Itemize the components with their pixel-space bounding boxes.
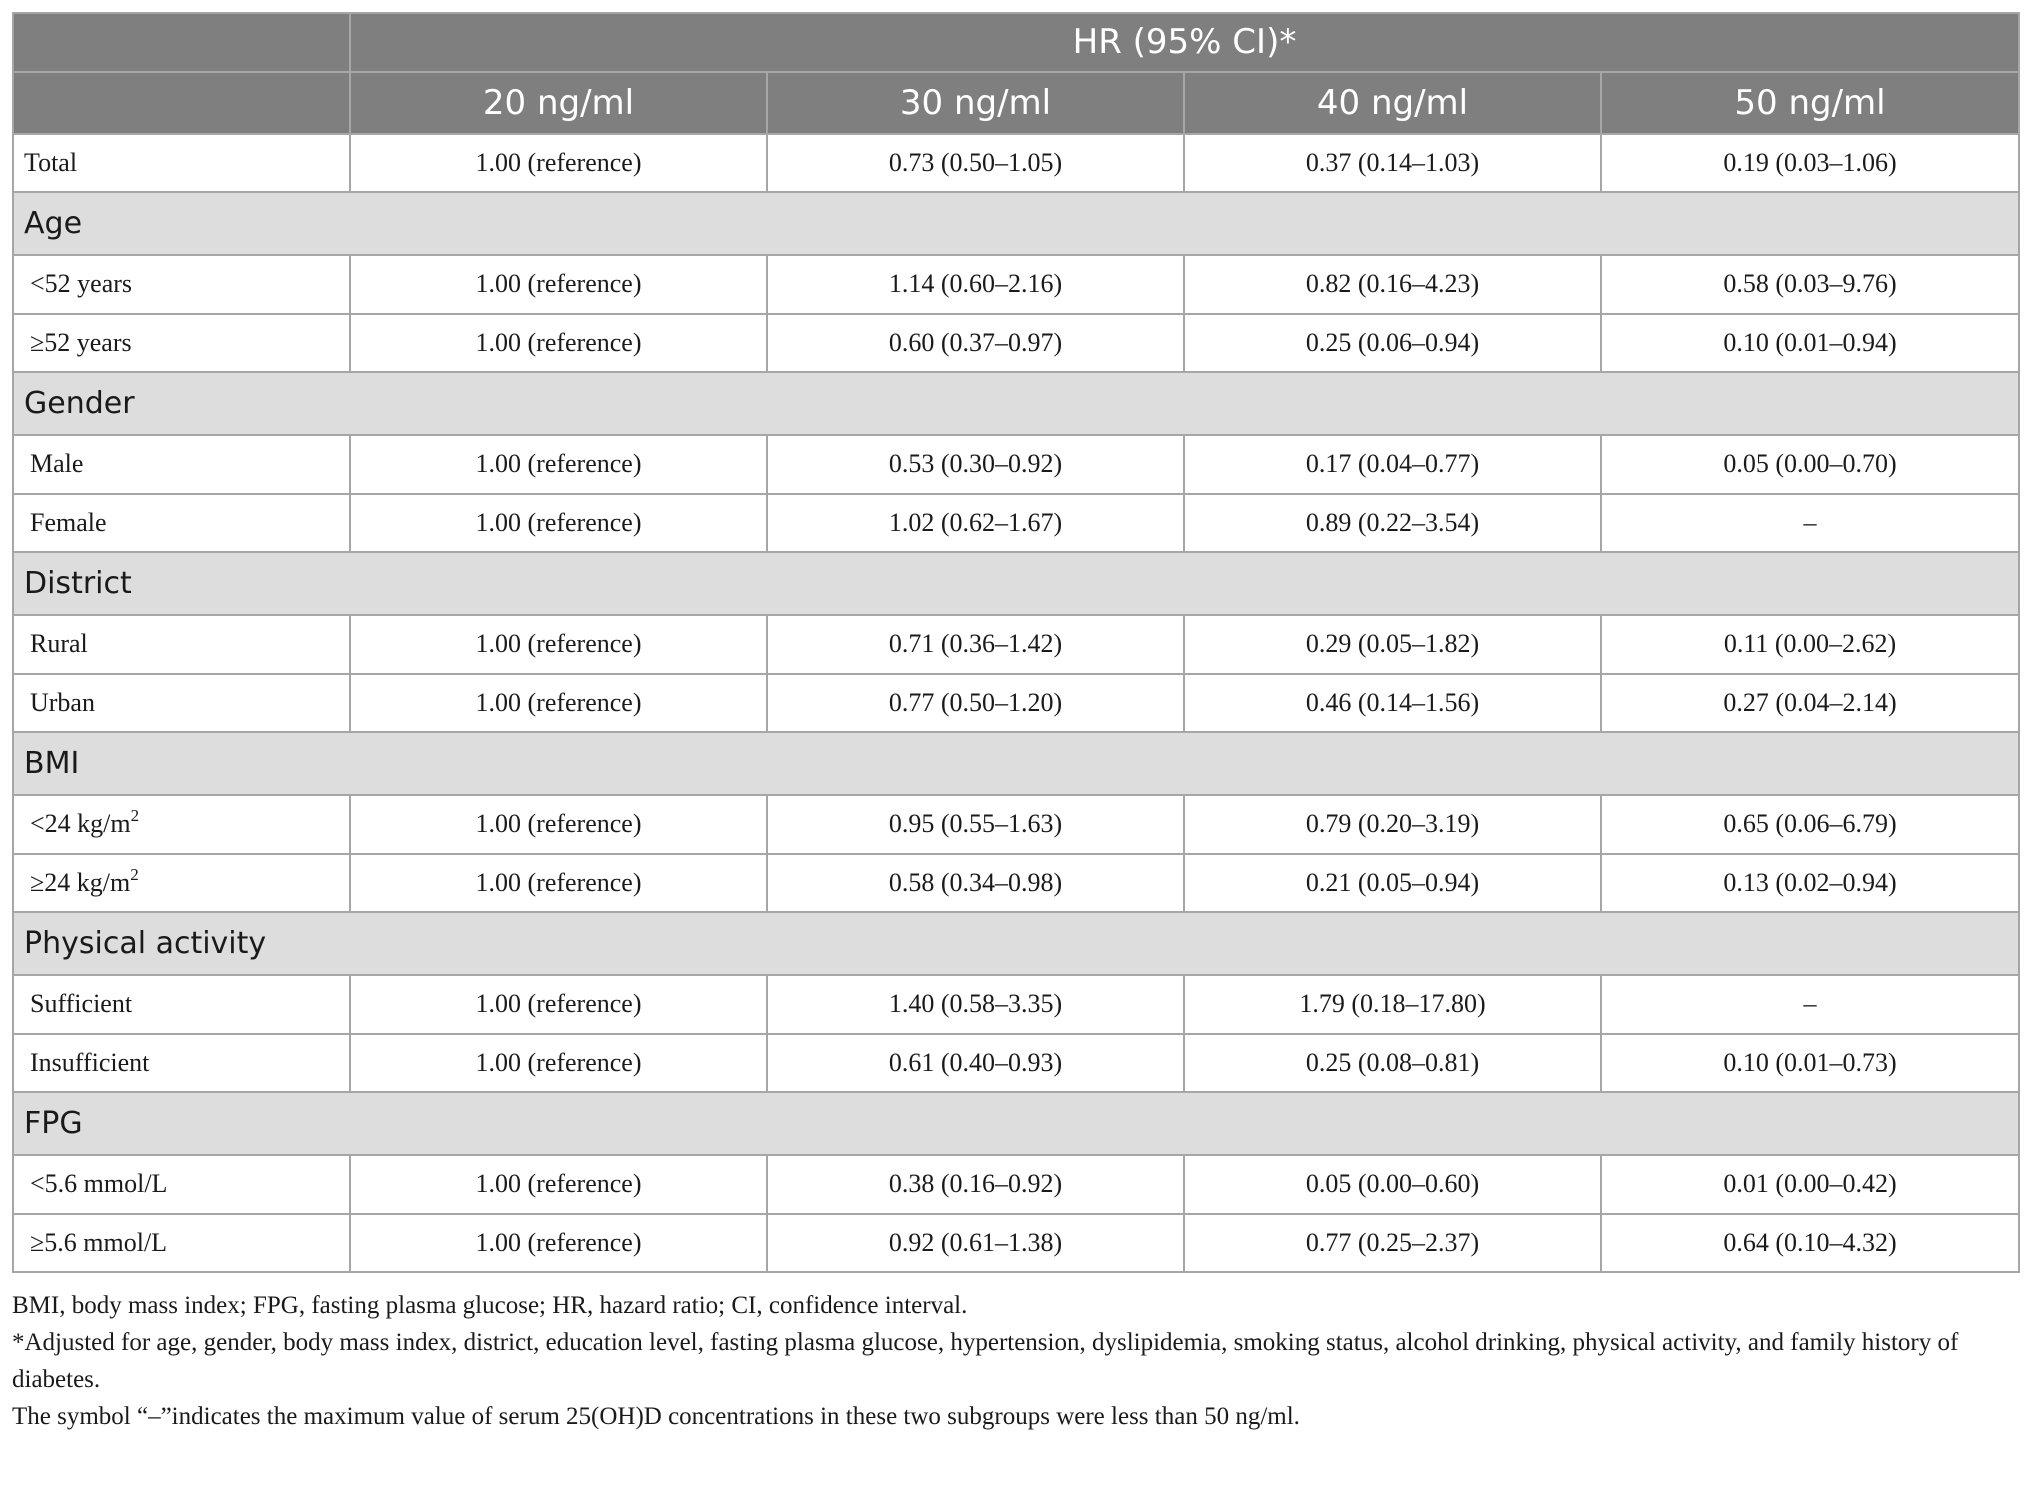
table-cell: – xyxy=(1601,494,2019,553)
table-cell: 0.89 (0.22–3.54) xyxy=(1184,494,1601,553)
table-row xyxy=(13,1214,2019,1273)
group-header-row xyxy=(13,732,2019,795)
table-footnotes xyxy=(12,1287,2018,1435)
table-cell: 0.71 (0.36–1.42) xyxy=(767,615,1184,674)
table-cell: 0.01 (0.00–0.42) xyxy=(1601,1155,2019,1214)
table-cell: 1.00 (reference) xyxy=(350,975,767,1034)
column-header-30: 30 ng/ml xyxy=(767,72,1184,134)
group-header-row xyxy=(13,552,2019,615)
table-cell: 0.29 (0.05–1.82) xyxy=(1184,615,1601,674)
group-title: Physical activity xyxy=(13,912,2019,975)
table-cell: 0.61 (0.40–0.93) xyxy=(767,1034,1184,1093)
header-row-columns xyxy=(13,72,2019,134)
table-row xyxy=(13,1155,2019,1214)
row-label xyxy=(13,255,350,314)
table-cell: 1.00 (reference) xyxy=(350,314,767,373)
table-cell: 0.10 (0.01–0.73) xyxy=(1601,1034,2019,1093)
table-cell: 1.00 (reference) xyxy=(350,494,767,553)
table-cell: 0.05 (0.00–0.70) xyxy=(1601,435,2019,494)
group-header-row xyxy=(13,1092,2019,1155)
table-cell: 0.64 (0.10–4.32) xyxy=(1601,1214,2019,1273)
hr-group-header: HR (95% CI)* xyxy=(350,13,2019,72)
table-cell: 1.00 (reference) xyxy=(350,134,767,193)
table-cell: 1.40 (0.58–3.35) xyxy=(767,975,1184,1034)
footnote-adjustment: *Adjusted for age, gender, body mass index, district, education level, fasting plasma glucose, hypertension, dyslipidemia, smoking status, alcohol drinking, physical activity, and family history of diabetes. xyxy=(12,1329,1959,1393)
header-empty-cell xyxy=(13,72,350,134)
row-label xyxy=(13,975,350,1034)
table-cell: 0.60 (0.37–0.97) xyxy=(767,314,1184,373)
table-cell: 0.19 (0.03–1.06) xyxy=(1601,134,2019,193)
row-label xyxy=(13,854,350,913)
row-label-text: Female xyxy=(30,507,107,537)
group-title: District xyxy=(13,552,2019,615)
group-header-row xyxy=(13,912,2019,975)
table-cell: 0.53 (0.30–0.92) xyxy=(767,435,1184,494)
table-row xyxy=(13,494,2019,553)
table-cell: 0.65 (0.06–6.79) xyxy=(1601,795,2019,854)
superscript: 2 xyxy=(130,806,140,826)
table-cell: 1.00 (reference) xyxy=(350,1034,767,1093)
row-label xyxy=(13,1155,350,1214)
table-row xyxy=(13,854,2019,913)
table-row xyxy=(13,795,2019,854)
footnote-symbol: The symbol “–”indicates the maximum value of serum 25(OH)D concentrations in these two subgroups were less than 50 ng/ml. xyxy=(12,1403,1300,1430)
group-title: Age xyxy=(13,192,2019,255)
row-label-text: Rural xyxy=(30,629,88,659)
row-label-text: <24 kg/m xyxy=(30,809,131,839)
table-cell: 1.79 (0.18–17.80) xyxy=(1184,975,1601,1034)
row-label xyxy=(13,1034,350,1093)
table-row xyxy=(13,1034,2019,1093)
row-label xyxy=(13,494,350,553)
row-label-text: <52 years xyxy=(30,269,133,299)
footnote-abbreviations: BMI, body mass index; FPG, fasting plasma glucose; HR, hazard ratio; CI, confidence interval. xyxy=(12,1292,968,1319)
table-cell: 1.14 (0.60–2.16) xyxy=(767,255,1184,314)
table-cell: 0.58 (0.34–0.98) xyxy=(767,854,1184,913)
group-title: FPG xyxy=(13,1092,2019,1155)
table-cell: 1.00 (reference) xyxy=(350,854,767,913)
hazard-ratio-table xyxy=(12,12,2020,1273)
row-label: Total xyxy=(13,134,350,193)
table-cell: 1.02 (0.62–1.67) xyxy=(767,494,1184,553)
row-label-text: <5.6 mmol/L xyxy=(30,1169,168,1199)
table-cell: – xyxy=(1601,975,2019,1034)
row-label xyxy=(13,795,350,854)
row-label-text: Insufficient xyxy=(30,1047,150,1077)
table-cell: 0.37 (0.14–1.03) xyxy=(1184,134,1601,193)
table-cell: 0.82 (0.16–4.23) xyxy=(1184,255,1601,314)
row-label-text: Urban xyxy=(30,687,95,717)
table-cell: 0.46 (0.14–1.56) xyxy=(1184,674,1601,733)
row-label-text: ≥5.6 mmol/L xyxy=(30,1227,168,1257)
table-cell: 0.13 (0.02–0.94) xyxy=(1601,854,2019,913)
table-cell: 0.17 (0.04–0.77) xyxy=(1184,435,1601,494)
table-cell: 0.25 (0.06–0.94) xyxy=(1184,314,1601,373)
table-cell: 1.00 (reference) xyxy=(350,615,767,674)
table-cell: 0.10 (0.01–0.94) xyxy=(1601,314,2019,373)
table-cell: 0.25 (0.08–0.81) xyxy=(1184,1034,1601,1093)
table-cell: 0.05 (0.00–0.60) xyxy=(1184,1155,1601,1214)
table-cell: 1.00 (reference) xyxy=(350,435,767,494)
row-label-text: Sufficient xyxy=(30,989,133,1019)
row-label xyxy=(13,674,350,733)
group-title: BMI xyxy=(13,732,2019,795)
table-row xyxy=(13,674,2019,733)
table-cell: 0.73 (0.50–1.05) xyxy=(767,134,1184,193)
group-title: Gender xyxy=(13,372,2019,435)
table-row xyxy=(13,255,2019,314)
row-label xyxy=(13,1214,350,1273)
table-cell: 0.79 (0.20–3.19) xyxy=(1184,795,1601,854)
row-label xyxy=(13,314,350,373)
table-cell: 0.11 (0.00–2.62) xyxy=(1601,615,2019,674)
row-label xyxy=(13,435,350,494)
column-header-50: 50 ng/ml xyxy=(1601,72,2019,134)
table-cell: 0.58 (0.03–9.76) xyxy=(1601,255,2019,314)
table-row xyxy=(13,615,2019,674)
superscript: 2 xyxy=(130,864,139,884)
column-header-40: 40 ng/ml xyxy=(1184,72,1601,134)
header-empty-cell xyxy=(13,13,350,72)
table-cell: 1.00 (reference) xyxy=(350,674,767,733)
row-label-text: Male xyxy=(30,449,84,479)
column-header-20: 20 ng/ml xyxy=(350,72,767,134)
table-cell: 1.00 (reference) xyxy=(350,1155,767,1214)
table-cell: 0.77 (0.25–2.37) xyxy=(1184,1214,1601,1273)
table-cell: 0.95 (0.55–1.63) xyxy=(767,795,1184,854)
header-row-group xyxy=(13,13,2019,72)
table-row xyxy=(13,975,2019,1034)
table-cell: 1.00 (reference) xyxy=(350,255,767,314)
row-label xyxy=(13,615,350,674)
row-label-text: ≥52 years xyxy=(30,327,132,357)
table-cell: 1.00 (reference) xyxy=(350,1214,767,1273)
table-row xyxy=(13,435,2019,494)
table-cell: 0.38 (0.16–0.92) xyxy=(767,1155,1184,1214)
table-row xyxy=(13,314,2019,373)
table-cell: 1.00 (reference) xyxy=(350,795,767,854)
table-container xyxy=(12,12,2018,1435)
table-row-total xyxy=(13,134,2019,193)
table-cell: 0.21 (0.05–0.94) xyxy=(1184,854,1601,913)
group-header-row xyxy=(13,372,2019,435)
table-cell: 0.27 (0.04–2.14) xyxy=(1601,674,2019,733)
table-cell: 0.92 (0.61–1.38) xyxy=(767,1214,1184,1273)
group-header-row xyxy=(13,192,2019,255)
table-cell: 0.77 (0.50–1.20) xyxy=(767,674,1184,733)
row-label-text: ≥24 kg/m xyxy=(30,867,131,897)
